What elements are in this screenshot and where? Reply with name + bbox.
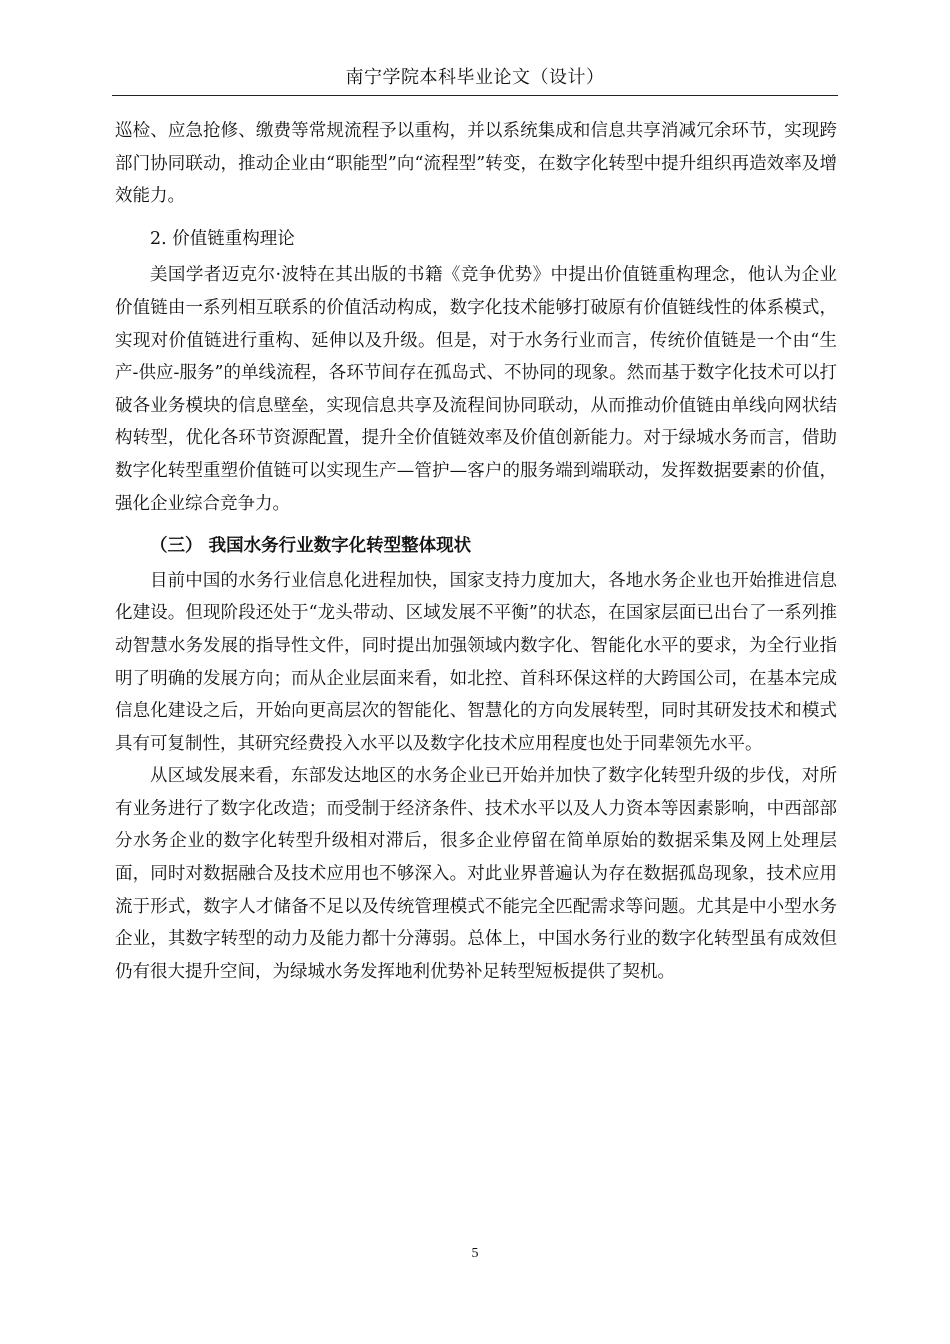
paragraph-industry-status-1: 目前中国的水务行业信息化进程加快，国家支持力度加大，各地水务企业也开始推进信息化建设。但现阶段还处于“龙头带动、区域发展不平衡”的状态，在国家层面已出台了一系列推动智慧水务发展的指导性文件，同时提出加强领域内数字化、智能化水平的要求，为全行业指明了明确的发展方向；而从企业层面来看，如北控、首科环保这样的大跨国公司，在基本完成信息化建设之后，开始向更高层次的智能化、智慧化的方向发展转型，同时其研发技术和模式具有可复制性，其研究经费投入水平以及数字化技术应用程度也处于同辈领先水平。 [115, 570, 837, 754]
header-rule [112, 95, 838, 96]
paragraph-continued: 巡检、应急抢修、缴费等常规流程予以重构，并以系统集成和信息共享消减冗余环节，实现跨部门协同联动，推动企业由“职能型”向“流程型”转变，在数字化转型中提升组织再造效率及增效能力。 [115, 121, 837, 207]
paragraph-industry-status-2: 从区域发展来看，东部发达地区的水务企业已开始并加快了数字化转型升级的步伐，对所有业务进行了数字化改造；而受制于经济条件、技术水平以及人力资本等因素影响，中西部部分水务企业的数字化转型升级相对滞后，很多企业停留在简单原始的数据采集及网上处理层面，同时对数据融合及技术应用也不够深入。对此业界普遍认为存在数据孤岛现象，技术应用流于形式，数字人才储备不足以及传统管理模式不能完全匹配需求等问题。尤其是中小型水务企业，其数字转型的动力及能力都十分薄弱。总体上，中国水务行业的数字化转型虽有成效但仍有很大提升空间，为绿城水务发挥地利优势补足转型短板提供了契机。 [115, 766, 837, 982]
page-body [115, 115, 837, 988]
running-header: 南宁学院本科毕业论文（设计） [345, 67, 605, 88]
spacer [115, 213, 837, 219]
paragraph-value-chain: 美国学者迈克尔·波特在其出版的书籍《竞争优势》中提出价值链重构理念，他认为企业价值链由一系列相互联系的价值活动构成，数字化技术能够打破原有价值链线性的体系模式，实现对价值链进行重构、延伸以及升级。但是，对于水务行业而言，传统价值链是一个由“生产-供应-服务”的单线流程，各环节间存在孤岛式、不协同的现象。然而基于数字化技术可以打破各业务模块的信息壁垒，实现信息共享及流程间协同联动，从而推动价值链由单线向网状结构转型，优化各环节资源配置，提升全价值链效率及价值创新能力。对于绿城水务而言，借助数字化转型重塑价值链可以实现生产—管护—客户的服务端到端联动，发挥数据要素的价值，强化企业综合竞争力。 [115, 265, 837, 514]
subheading-value-chain-theory: 2. 价值链重构理论 [150, 228, 295, 249]
section-heading-industry-status: （三） 我国水务行业数字化转型整体现状 [150, 536, 472, 557]
page-number: 5 [471, 1246, 479, 1261]
